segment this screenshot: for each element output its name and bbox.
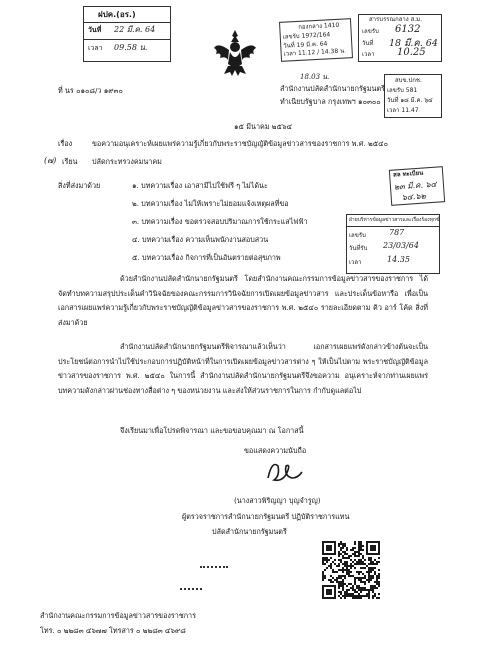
- salutation-text: ปลัดกระทรวงคมนาคม: [92, 157, 162, 166]
- receive-stamp-top-left: [83, 6, 171, 62]
- attachment-item: ๒. บทความเรื่อง ไม่ให้เพราะไม่ยอมแจ้งเหตุผลที่ขอ: [132, 199, 289, 208]
- received-info-box: [346, 214, 440, 274]
- attachment-item: ๕. บทความเรื่อง กิจการที่เป็นอันตรายต่อสุขภาพ: [132, 253, 281, 262]
- stamp-time-label: เวลา: [88, 44, 103, 52]
- office-name: สำนักงานปลัดสำนักนายกรัฐมนตรี: [280, 84, 385, 93]
- footer-scribble: [200, 566, 228, 573]
- received-no-label: เลขรับ: [349, 232, 366, 239]
- stamp-day-label: วันที่: [88, 26, 102, 34]
- signatory-position-1: ผู้ตรวจราชการสำนักนายกรัฐมนตรี ปฏิบัติราชการแทน: [182, 512, 350, 521]
- received-box-title: ฝ่ายบริหารข้อมูลข่าวสารและเรื่องร้องทุกข์: [349, 217, 440, 223]
- stamp-b-no-label: เลขรับ: [362, 28, 379, 35]
- stamp-a-line1: กองกลาง 1410: [298, 21, 340, 31]
- body-paragraph-3: จึงเรียนมาเพื่อโปรดพิจารณา และขอขอบคุณมา ณ โอกาสนี้: [120, 426, 304, 435]
- attachments-label: สิ่งที่ส่งมาด้วย: [58, 181, 101, 190]
- stamp-day-value: 22 มี.ค. 64: [114, 25, 156, 34]
- receive-stamp-c: [384, 74, 442, 118]
- document-number: ที่ นร ๐๑๐๘/ว ๑๙๓๐: [58, 86, 123, 95]
- document-date: ๑๕ มีนาคม ๒๕๖๔: [234, 122, 292, 131]
- attachment-item: ๔. บทความเรื่อง ความเห็นพนักงานสอบสวน: [132, 235, 269, 244]
- body-paragraph-2: สำนักงานปลัดสำนักนายกรัฐมนตรีพิจารณาแล้วเห็นว่า เอกสารเผยแพร่ดังกล่าวข้างต้นจะเป็น ประโยชน์ต่อการนำไปใช้ประกอบการปฏิบัติหน้าที่ในการเปิดเผยข้อมูลข่าวสารต่าง ๆ ให้เป็นไปตาม พระราชบัญญัติข้อมูลข่าวสารของราชการ พ.ศ. ๒๕๔๐ ในการนี้ สำนักงานปลัดสำนักนายกรัฐมนตรีจึงขอความ อนุเคราะห์จากท่านเผยแพร่บทความดังกล่าวผ่านช่องทางสื่อต่าง ๆ ของหน่วยงาน และส่งให้ส่วนราชการในการ กำกับดูแลต่อไป: [58, 342, 428, 395]
- received-time-value: 14.35: [387, 255, 410, 264]
- received-date-label: วันที่รับ: [349, 245, 368, 252]
- handwritten-signature: [262, 456, 306, 486]
- stamp-c-line1: สบข.ปกช.: [395, 77, 422, 84]
- stamp-b-date-value: 18 มี.ค. 64: [389, 38, 438, 49]
- stamp-b-no-value: 6132: [395, 24, 421, 35]
- salutation-handmark: (๗): [44, 156, 57, 165]
- stamp-c-line4: เวลา 11.47: [387, 107, 419, 114]
- stamp-c-line3: วันที่ ๑๘ มี.ค. ๖๔: [387, 97, 433, 104]
- qr-code: [322, 541, 380, 599]
- handwritten-time-note: 18.03 น.: [300, 73, 330, 81]
- stamp-b-time-value: 10.25: [397, 47, 426, 58]
- footer-office: สำนักงานคณะกรรมการข้อมูลข่าวสารของราชการ: [40, 611, 196, 620]
- signatory-name: (นางสาวพิริญญา บุญจำรูญ): [234, 496, 321, 505]
- attachment-item: ๑. บทความเรื่อง เอาสามีไปใช้ฟรี ๆ ไม่ได้นะ: [132, 181, 268, 190]
- garuda-emblem-icon: [212, 28, 258, 78]
- stamp-title: ฝปค.(อร.): [98, 10, 136, 19]
- stamp-a-line4: เวลา 11.12 / 14.38 น.: [283, 47, 347, 58]
- registry-stamp: [389, 166, 445, 206]
- signatory-position-2: ปลัดสำนักนายกรัฐมนตรี: [212, 527, 287, 536]
- receive-stamp-a: [279, 18, 353, 62]
- registry-line1: สล ทะเบียน: [392, 169, 424, 179]
- closing-phrase: ขอแสดงความนับถือ: [244, 446, 307, 455]
- stamp-b-title: สารบรรณกลาง ส.ม.: [369, 16, 423, 23]
- receive-stamp-b: [358, 14, 442, 62]
- stamp-a-line2: เลขรับ 1972/164: [282, 31, 331, 41]
- registry-line3: ๖๔.๖๒: [401, 191, 427, 203]
- stamp-a-line3: วันที่ 19 มี.ค. 64: [283, 40, 328, 50]
- office-address: ทำเนียบรัฐบาล กรุงเทพฯ ๑๐๓๐๐: [280, 97, 381, 106]
- stamp-b-time-label: เวลา: [362, 51, 375, 58]
- stamp-time-value: 09.58 น.: [114, 43, 148, 52]
- stamp-c-line2: เลขรับ 581: [387, 87, 418, 94]
- body-paragraph-1: ด้วยสำนักงานปลัดสำนักนายกรัฐมนตรี โดยสำนักงานคณะกรรมการข้อมูลข่าวสารของราชการ ได้จัดทำบทความสรุปประเด็นคำวินิจฉัยของคณะกรรมการวินิจฉัยการเปิดเผยข้อมูลข่าวสาร และประเด็นข้อหารือ เพื่อเป็นเอกสารเผยแพร่ความรู้เกี่ยวกับพระราชบัญญัติข้อมูลข่าวสารของราชการ พ.ศ. ๒๕๔๐ รายละเอียดตาม คิว อาร์ โค้ด สิ่งที่ส่งมาด้วย: [58, 274, 428, 327]
- stamp-b-date-label: วันที่: [362, 40, 374, 47]
- received-date-value: 23/03/64: [383, 241, 419, 250]
- footer-phone: โทร. ๐ ๒๒๘๓ ๔๖๗๗ โทรสาร ๐ ๒๒๘๓ ๔๖๙๘: [40, 626, 186, 635]
- received-no-value: 787: [389, 228, 405, 237]
- subject-label: เรื่อง: [58, 139, 73, 148]
- salutation-label: เรียน: [62, 157, 78, 166]
- subject-text: ขอความอนุเคราะห์เผยแพร่ความรู้เกี่ยวกับพระราชบัญญัติข้อมูลข่าวสารของราชการ พ.ศ. ๒๕๔๐: [92, 139, 388, 148]
- received-time-label: เวลา: [349, 259, 362, 266]
- registry-line2: ๒๓ มี.ค. ๖๔: [393, 179, 437, 192]
- footer-scribble: [180, 588, 202, 594]
- attachment-item: ๓. บทความเรื่อง ขอตรวจสอบปริมาณการใช้กระแสไฟฟ้า: [132, 217, 308, 226]
